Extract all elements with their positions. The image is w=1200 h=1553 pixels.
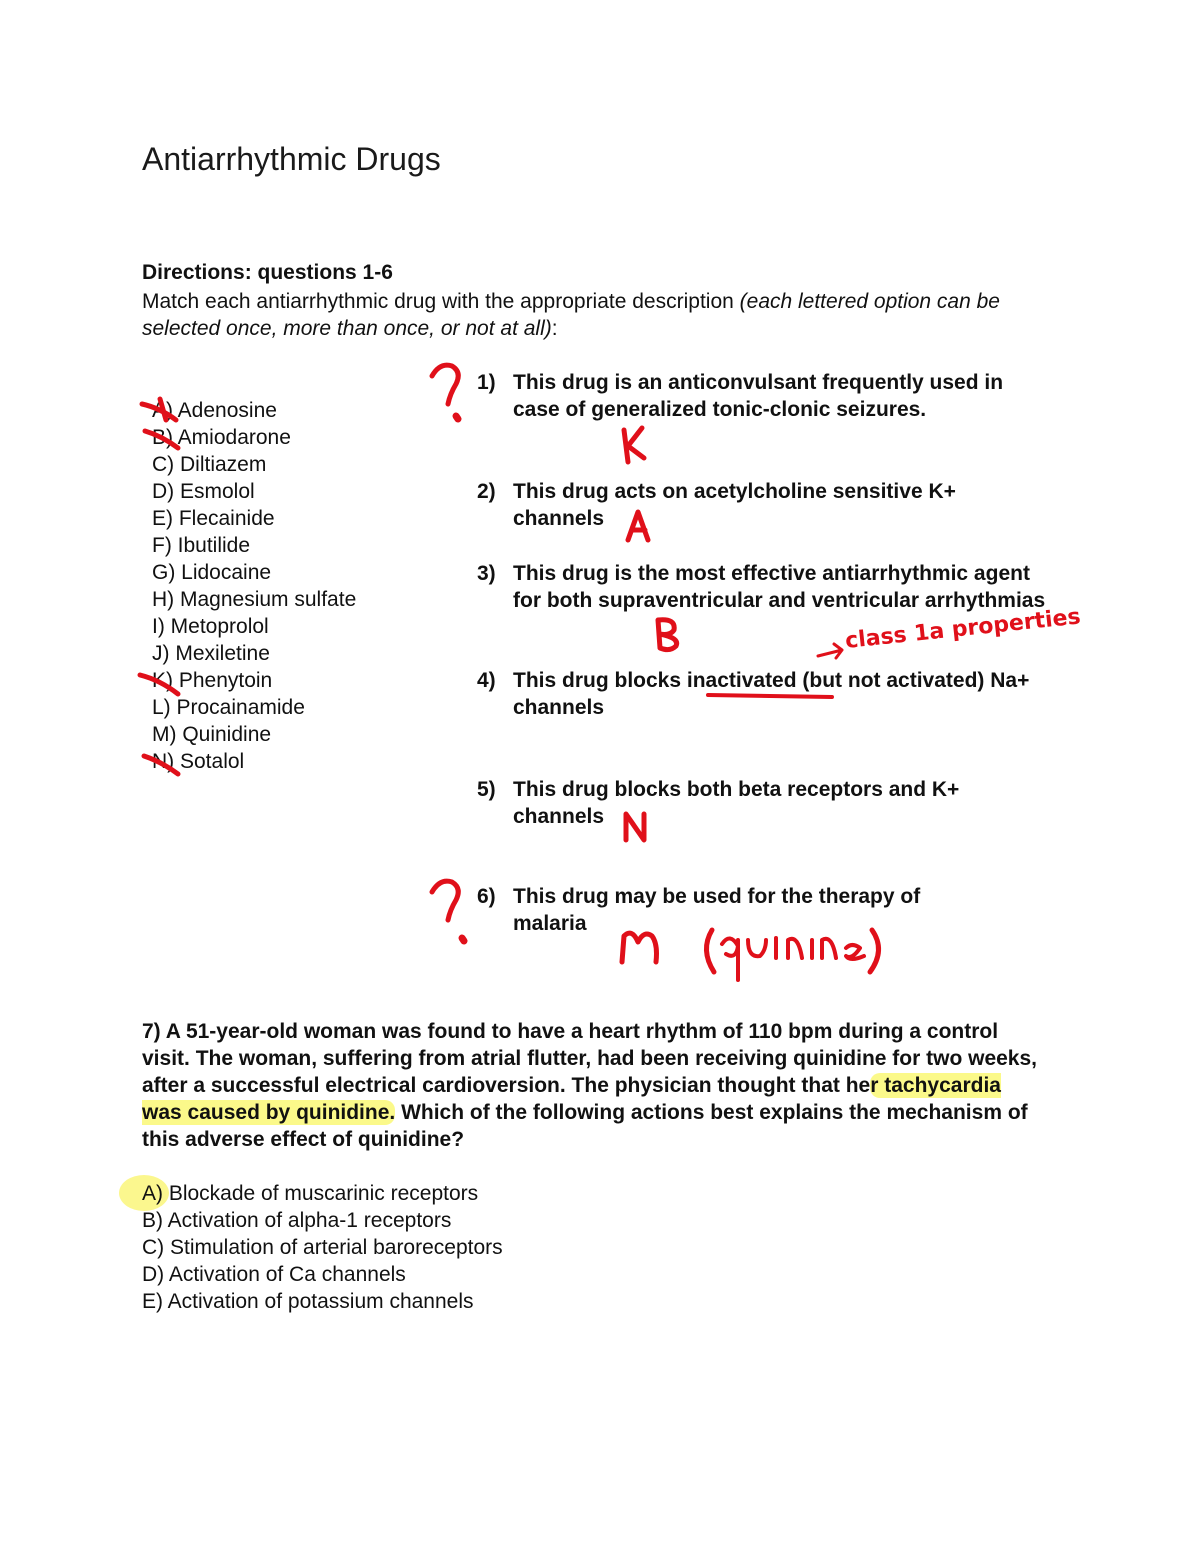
answer-choice: C) Stimulation of arterial baroreceptors: [142, 1236, 503, 1259]
question-number: 3): [477, 562, 496, 585]
question-7-text-end: Which of the following actions best explains the mechanism of this adverse effect of quinidine?: [142, 1101, 1028, 1151]
answer-choice: B) Activation of alpha-1 receptors: [142, 1209, 452, 1232]
question-text: This drug acts on acetylcholine sensitive K+ channels: [513, 480, 956, 530]
drug-option: F) Ibutilide: [152, 534, 251, 557]
check-mark: [145, 431, 178, 448]
class-1a-note: class 1a properties: [844, 604, 1082, 654]
drug-option: L) Procainamide: [152, 696, 305, 719]
check-mark: [142, 404, 176, 420]
directions-heading: Directions: questions 1-6: [142, 261, 393, 284]
question-number: 6): [477, 885, 496, 908]
question-text: This drug is the most effective antiarrhythmic agent for both supraventricular and ventricular arrhythmias: [513, 562, 1046, 612]
question-mark-icon: [432, 881, 458, 920]
drug-option: D) Esmolol: [152, 480, 255, 503]
drug-option: E) Flecainide: [152, 507, 275, 530]
answer-choice: A) Blockade of muscarinic receptors: [142, 1182, 479, 1205]
underlined-word: inactivated: [686, 669, 797, 692]
check-mark: [160, 399, 166, 420]
question-mark-icon: [432, 365, 458, 404]
arrow-icon: [818, 644, 842, 658]
drug-option: C) Diltiazem: [152, 453, 267, 476]
highlighted-text: r tachycardia was caused by quinidine.: [142, 1074, 1001, 1124]
drug-option: A) Adenosine: [152, 399, 277, 422]
quinine-scribble: [722, 938, 864, 980]
question-text: This drug may be used for the therapy of malaria: [513, 885, 921, 935]
question-number: 2): [477, 480, 496, 503]
directions-body: Match each antiarrhythmic drug with the appropriate description: [142, 290, 740, 313]
question-text: This drug is an anticonvulsant frequently used in case of generalized tonic-clonic seizures.: [513, 371, 1004, 421]
answer-n: [626, 814, 644, 840]
question-7-text: 7) A 51-year-old woman was found to have a heart rhythm of 110 bpm during a control visit. The woman, suffering from atrial flutter, had been receiving quinidine for two weeks, after a successful electrical cardioversion. The physician thought that he: [142, 1020, 1037, 1097]
answer-choice: E) Activation of potassium channels: [142, 1290, 474, 1313]
drug-option: J) Mexiletine: [152, 642, 270, 665]
question-text: This drug blocks both beta receptors and K+ channels: [513, 778, 960, 828]
drug-option: I) Metoprolol: [152, 615, 269, 638]
answer-a: [628, 512, 648, 540]
drug-option: N) Sotalol: [152, 750, 245, 773]
drug-option: B) Amiodarone: [152, 426, 291, 449]
drug-option: K) Phenytoin: [152, 669, 273, 692]
answer-choice: D) Activation of Ca channels: [142, 1263, 406, 1286]
answer-k: [624, 428, 644, 462]
check-mark: [140, 675, 178, 694]
question-number: 1): [477, 371, 496, 394]
answer-b: [658, 620, 677, 650]
drug-option: H) Magnesium sulfate: [152, 588, 357, 611]
paren-open: [706, 930, 714, 972]
check-mark: [144, 756, 178, 774]
question-number: 5): [477, 778, 496, 801]
answer-m: [622, 933, 657, 962]
question-mark-dot: [456, 416, 458, 419]
directions-tail: :: [551, 317, 558, 340]
question-text-part: This drug blocks: [513, 669, 687, 692]
directions-italic: (each lettered option can be selected once, more than once, or not at all): [142, 290, 1000, 340]
paren-close: [870, 930, 879, 972]
question-mark-dot: [462, 938, 464, 941]
question-number: 4): [477, 669, 496, 692]
question-text-part: (but not activated) Na+ channels: [513, 669, 1030, 719]
page-title: Antiarrhythmic Drugs: [142, 141, 441, 177]
underline-mark: [708, 695, 832, 697]
drug-option: M) Quinidine: [152, 723, 272, 746]
drug-option: G) Lidocaine: [152, 561, 272, 584]
